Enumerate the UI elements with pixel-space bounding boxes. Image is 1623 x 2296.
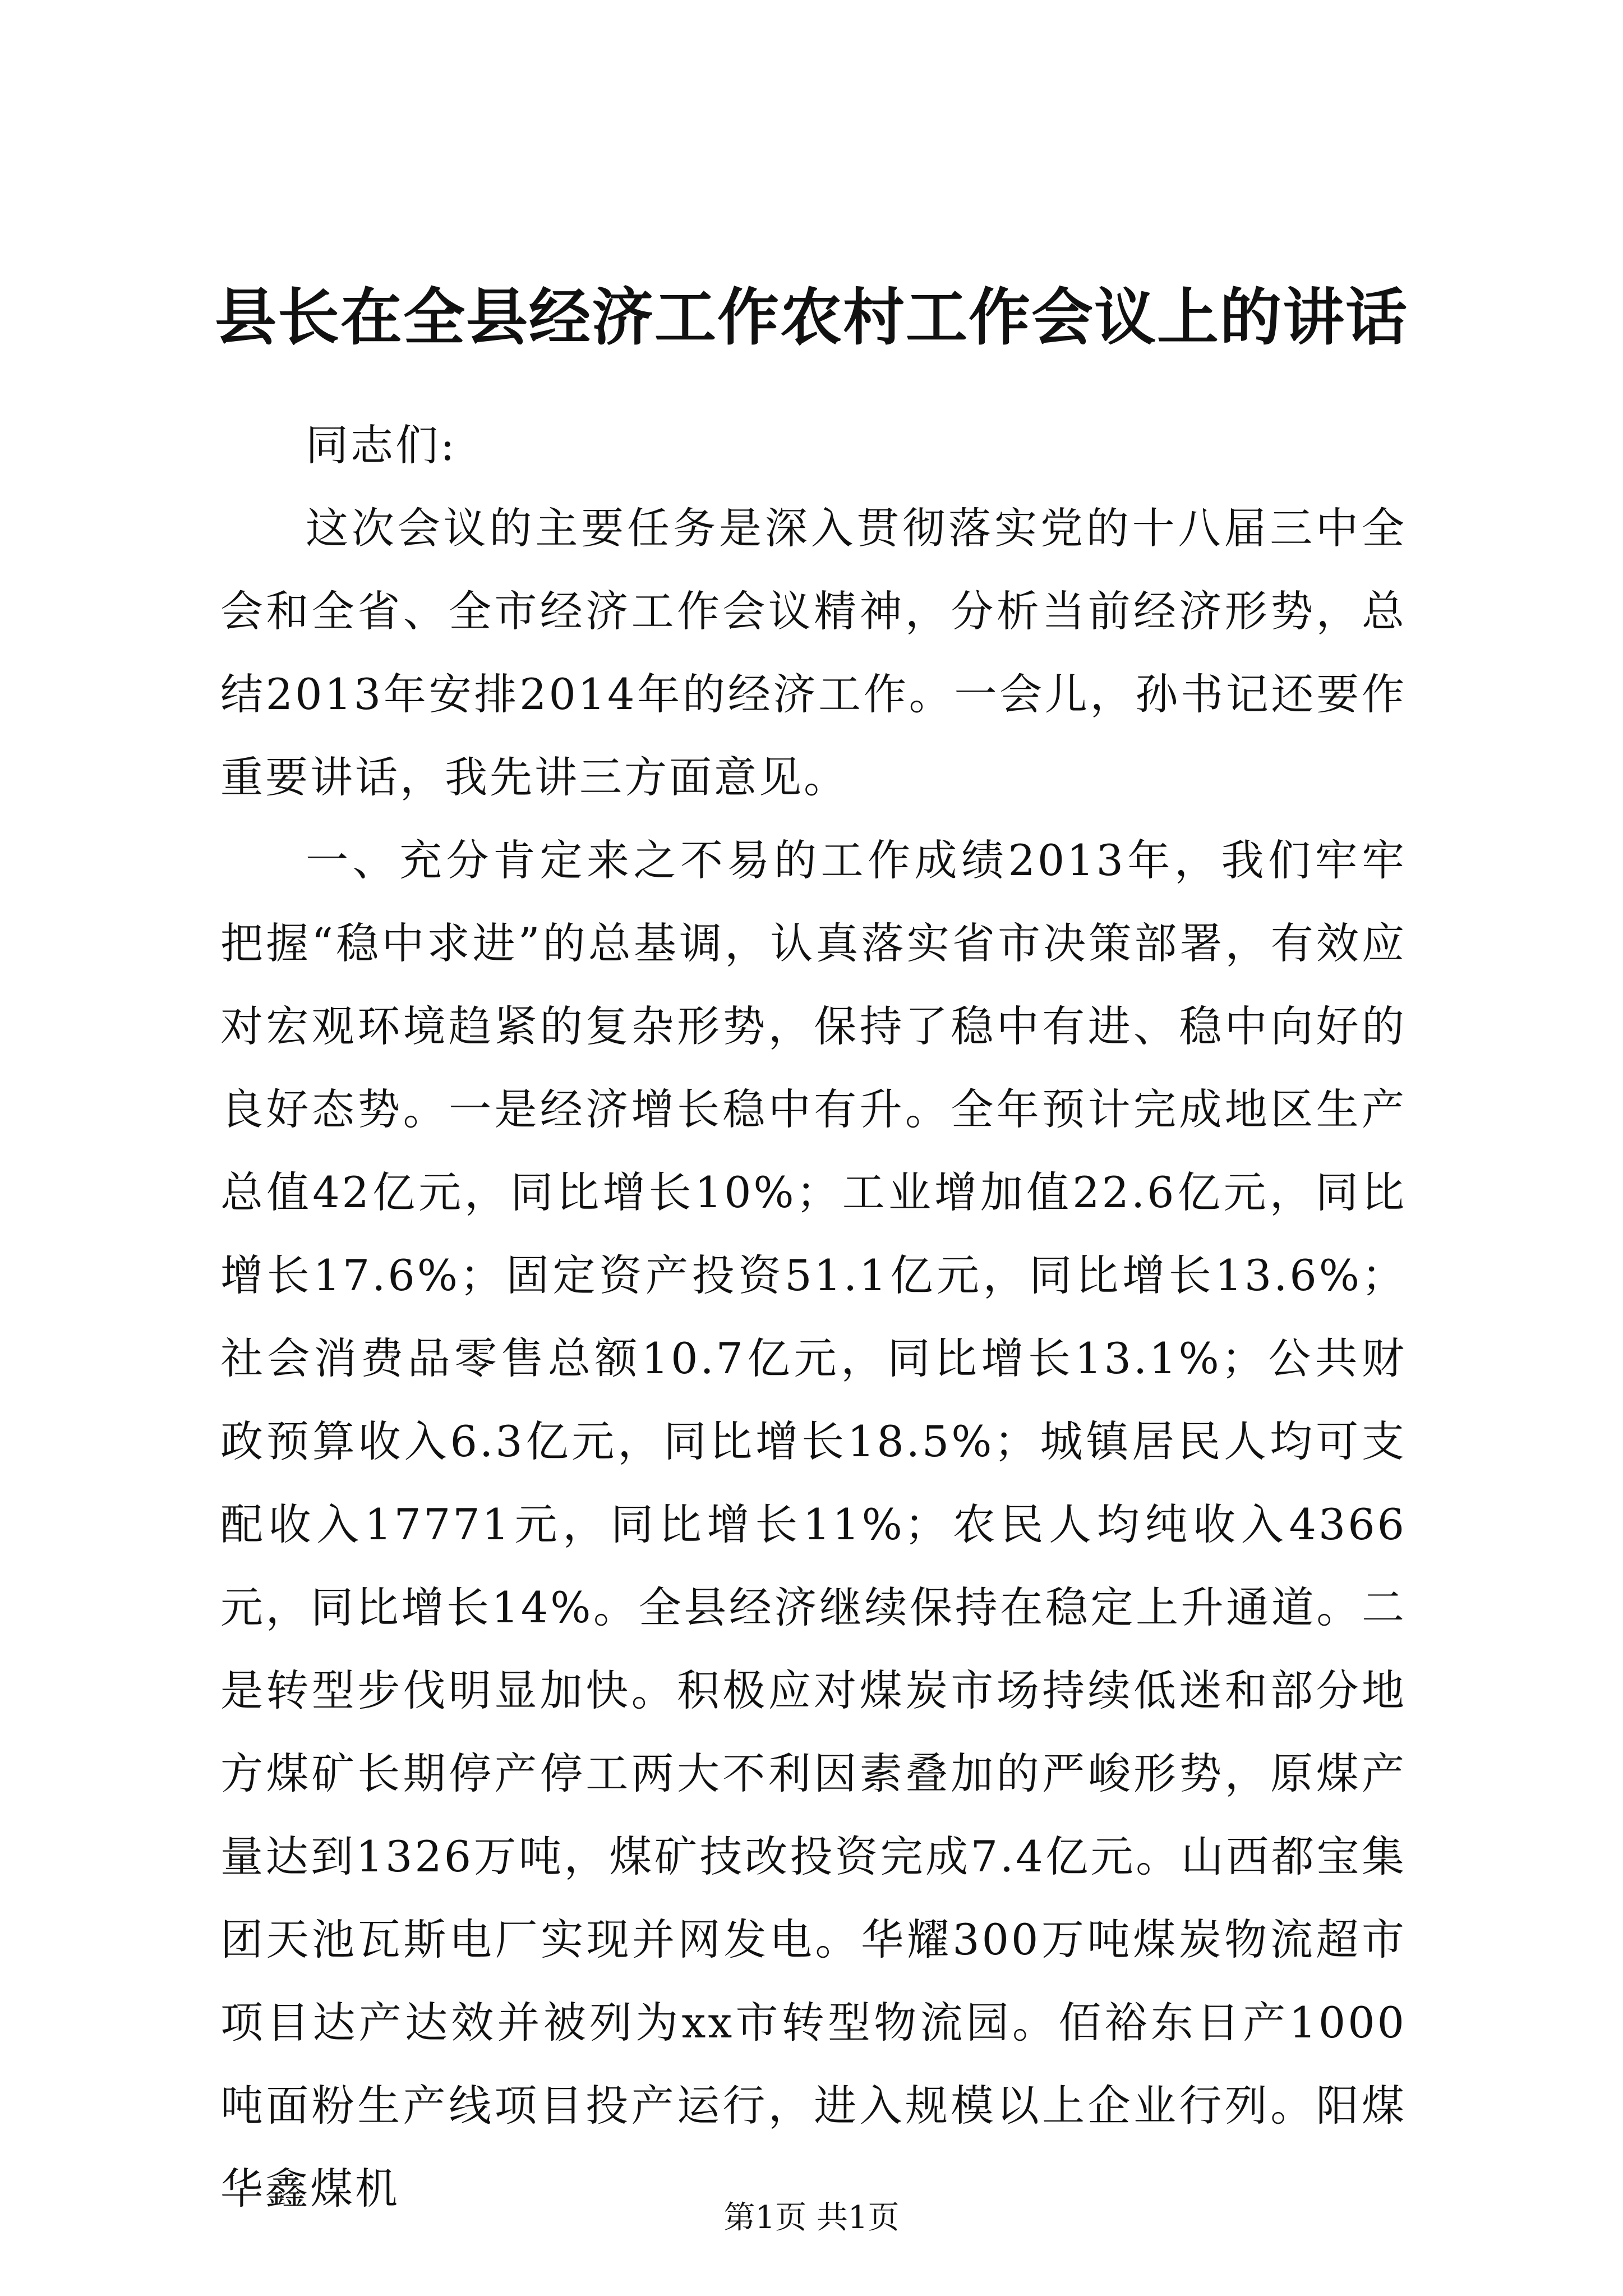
document-title: 县长在全县经济工作农村工作会议上的讲话 bbox=[215, 281, 1408, 353]
document-body bbox=[220, 404, 1407, 2230]
paragraph-achievements: 一、充分肯定来之不易的工作成绩2013年，我们牢牢把握“稳中求进”的总基调，认真落实省市决策部署，有效应对宏观环境趋紧的复杂形势，保持了稳中有进、稳中向好的良好态势。一是经济增长稳中有升。全年预计完成地区生产总值42亿元，同比增长10%；工业增加值22.6亿元，同比增长17.6%；固定资产投资51.1亿元，同比增长13.6%；社会消费品零售总额10.7亿元，同比增长13.1%；公共财政预算收入6.3亿元，同比增长18.5%；城镇居民人均可支配收入17771元，同比增长11%；农民人均纯收入4366元，同比增长14%。全县经济继续保持在稳定上升通道。二是转型步伐明显加快。积极应对煤炭市场持续低迷和部分地方煤矿长期停产停工两大不利因素叠加的严峻形势，原煤产量达到1326万吨，煤矿技改投资完成7.4亿元。山西都宝集团天池瓦斯电厂实现并网发电。华耀300万吨煤炭物流超市项目达产达效并被列为xx市转型物流园。佰裕东日产1000吨面粉生产线项目投产运行，进入规模以上企业行列。阳煤华鑫煤机 bbox=[220, 835, 1407, 2214]
page-number-footer: 第1页 共1页 bbox=[723, 2200, 900, 2236]
salutation: 同志们: bbox=[306, 420, 457, 470]
paragraph-intro: 这次会议的主要任务是深入贯彻落实党的十八届三中全会和全省、全市经济工作会议精神，分析当前经济形势，总结2013年安排2014年的经济工作。一会儿，孙书记还要作重要讲话，我先讲三方面意见。 bbox=[220, 503, 1407, 802]
